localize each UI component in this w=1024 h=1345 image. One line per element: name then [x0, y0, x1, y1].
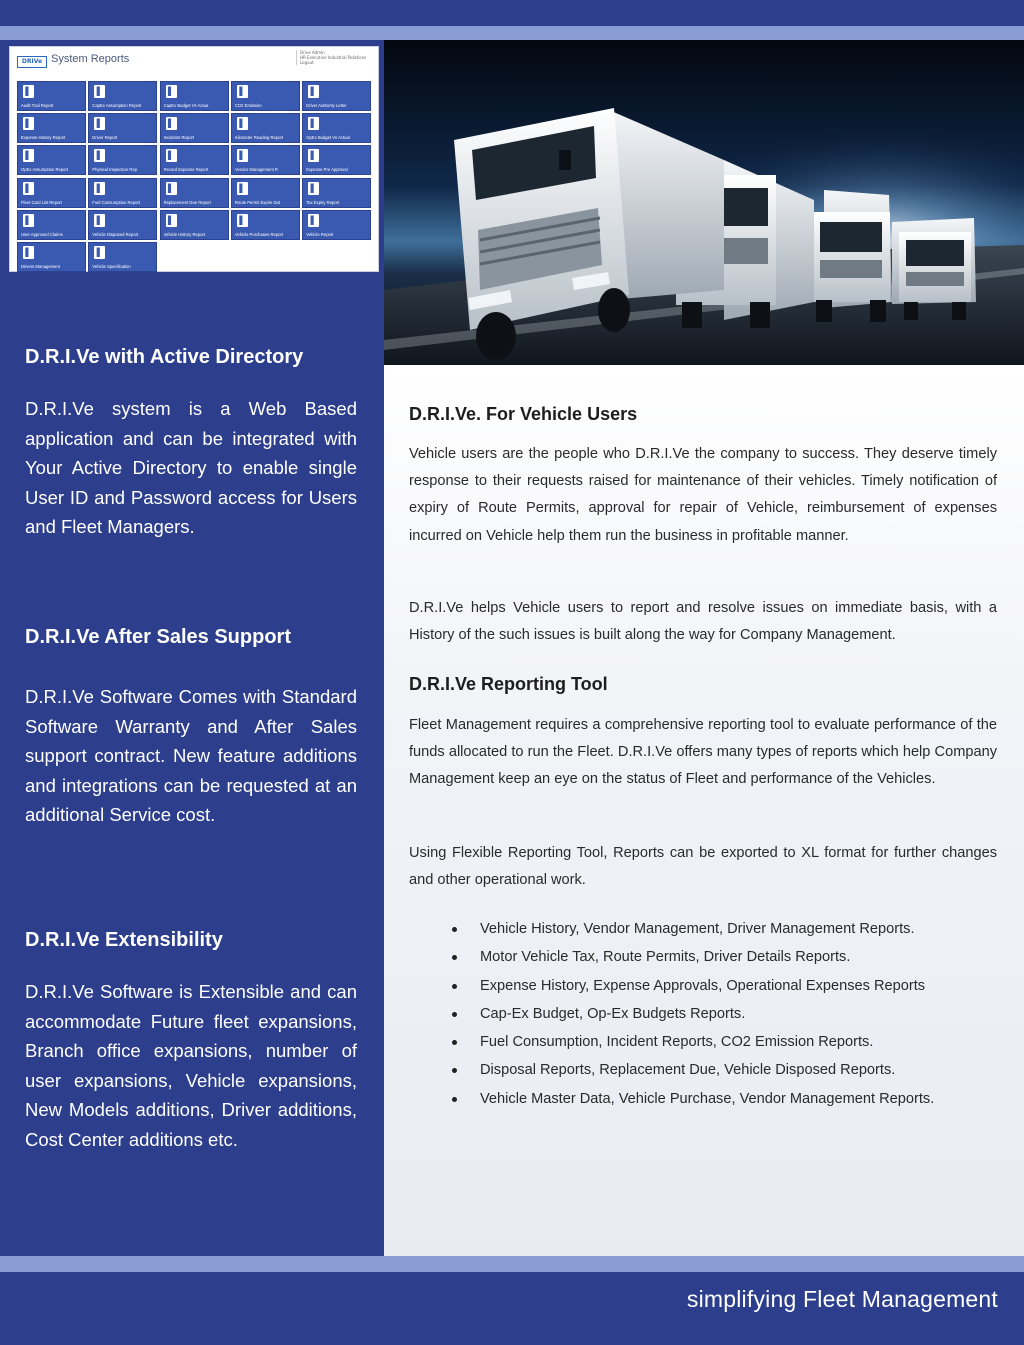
list-item: Disposal Reports, Replacement Due, Vehicle Disposed Reports. — [452, 1056, 934, 1084]
report-tile[interactable] — [17, 145, 86, 175]
right-heading-reporting-tool: D.R.I.Ve Reporting Tool — [409, 674, 608, 694]
report-tile-label: Vehicle Purchases Report — [234, 231, 284, 237]
report-tile-label: Vendor Management R — [234, 167, 278, 173]
report-tile-label: CO2 Emission — [234, 103, 262, 108]
report-tile-label: Expense History Report — [21, 135, 66, 141]
report-tile[interactable] — [231, 178, 300, 208]
report-icon: ▌ — [237, 149, 248, 162]
report-tile-label: Drivers Management — [21, 264, 60, 269]
report-tile[interactable] — [17, 178, 86, 208]
bullet-icon — [452, 984, 457, 989]
report-tile[interactable] — [88, 242, 157, 272]
report-tile[interactable] — [88, 145, 157, 175]
list-item: Vehicle History, Vendor Management, Driver Management Reports. — [452, 915, 934, 943]
report-icon: ▌ — [23, 117, 34, 130]
bullet-icon — [452, 1068, 457, 1073]
trucks-photo — [384, 40, 1024, 365]
report-icon: ▌ — [308, 182, 319, 195]
list-item: Cap-Ex Budget, Op-Ex Budgets Reports. — [452, 1000, 934, 1028]
screenshot-title: System Reports — [51, 53, 130, 65]
report-tile[interactable] — [160, 178, 229, 208]
report-tile-label: Vehicle Disposed Report — [92, 231, 139, 237]
report-tile-label: OpEx Budget Vs Actual — [306, 135, 350, 141]
report-tile[interactable] — [17, 113, 86, 143]
bullet-icon — [452, 1040, 457, 1045]
report-tile-label: Vehicle History Report — [163, 231, 206, 237]
report-icon: ▌ — [94, 117, 105, 130]
report-tile-label: Physical Inspection Rep — [92, 167, 137, 173]
report-tile[interactable] — [302, 145, 371, 175]
report-icon: ▌ — [237, 214, 248, 227]
report-tile[interactable] — [302, 210, 371, 240]
report-tile[interactable] — [160, 145, 229, 175]
report-icon: ▌ — [23, 182, 34, 195]
right-paragraph-export: Using Flexible Reporting Tool, Reports can be exported to XL format for further changes and other operational work. — [409, 845, 997, 889]
left-heading-extensibility: D.R.I.Ve Extensibility — [25, 929, 223, 951]
report-icon: ▌ — [94, 149, 105, 162]
report-types-list — [452, 915, 934, 1113]
report-tile[interactable] — [88, 81, 157, 111]
report-tile-label: Incidents Report — [163, 135, 195, 141]
bullet-icon — [452, 927, 457, 932]
right-paragraph-vehicle-users: Vehicle users are the people who D.R.I.Ve the company to success. They deserve timely response to their requests raised for maintenance of their vehicles. Timely notification of expiry of Route Permits, approval for repair of Vehicle, reimbursement of expenses incurred on Vehicle help them run the business in profitable manner. — [409, 446, 997, 544]
report-icon: ▌ — [166, 149, 177, 162]
report-icon: ▌ — [308, 149, 319, 162]
report-icon: ▌ — [237, 85, 248, 98]
report-icon: ▌ — [94, 182, 105, 195]
report-icon: ▌ — [23, 214, 34, 227]
report-tile-label: Fleet Card List Report — [21, 199, 62, 205]
report-tile[interactable] — [88, 113, 157, 143]
report-tile[interactable] — [17, 81, 86, 111]
report-tile[interactable] — [17, 210, 86, 240]
report-tile[interactable] — [231, 210, 300, 240]
right-heading-vehicle-users: D.R.I.Ve. For Vehicle Users — [409, 404, 638, 424]
report-icon: ▌ — [308, 117, 319, 130]
report-icon: ▌ — [166, 214, 177, 227]
top-banner — [0, 0, 1024, 26]
report-tile[interactable] — [302, 81, 371, 111]
report-icon: ▌ — [23, 149, 34, 162]
report-tile-label: Fuel Consumption Report — [92, 199, 141, 205]
report-icon: ▌ — [237, 117, 248, 130]
report-tile[interactable] — [160, 81, 229, 111]
left-heading-active-directory: D.R.I.Ve with Active Directory — [25, 346, 304, 368]
left-heading-after-sales: D.R.I.Ve After Sales Support — [25, 626, 291, 648]
report-tile-label: Tax Expiry Report — [306, 199, 340, 205]
report-icon: ▌ — [308, 214, 319, 227]
report-tile[interactable] — [160, 113, 229, 143]
report-tile[interactable] — [302, 178, 371, 208]
screenshot-user-info — [296, 50, 372, 65]
report-icon: ▌ — [94, 214, 105, 227]
report-tile[interactable] — [302, 113, 371, 143]
report-tile-label: Route Permit Expire Dat — [234, 199, 281, 205]
right-paragraph-issue-history: D.R.I.Ve helps Vehicle users to report and resolve issues on immediate basis, with a History of the such issues is built along the way for Company Management. — [409, 600, 997, 644]
report-icon: ▌ — [94, 85, 105, 98]
report-icon: ▌ — [166, 182, 177, 195]
top-stripe — [0, 26, 1024, 40]
bottom-stripe — [0, 1256, 1024, 1272]
bullet-icon — [452, 1097, 457, 1102]
report-icon: ▌ — [23, 246, 34, 259]
report-tile-label: CapEx Assumption Report — [92, 103, 142, 108]
screenshot-header — [10, 47, 378, 77]
list-item: Motor Vehicle Tax, Route Permits, Driver Details Reports. — [452, 943, 934, 971]
report-icon: ▌ — [308, 85, 319, 98]
report-tile-label: OpEx Assumption Report — [21, 167, 69, 173]
report-tile-label: Driver Report — [92, 135, 118, 141]
report-icon: ▌ — [237, 182, 248, 195]
list-item: Vehicle Master Data, Vehicle Purchase, Vendor Management Reports. — [452, 1085, 934, 1113]
user-name: Drive Admin — [300, 50, 325, 55]
report-icon: ▌ — [94, 246, 105, 259]
report-tile-label: Record Expense Report — [163, 167, 209, 173]
footer-tagline: simplifying Fleet Management — [686, 1286, 998, 1312]
report-icon: ▌ — [23, 85, 34, 98]
left-paragraph-active-directory: D.R.I.Ve system is a Web Based application and can be integrated with Your Active Directory to enable single User ID and Password access for Users and Fleet Managers. — [25, 398, 357, 537]
report-tile[interactable] — [88, 210, 157, 240]
left-paragraph-extensibility: D.R.I.Ve Software is Extensible and can accommodate Future fleet expansions, Branch office expansions, number of user expansions, Vehicle expansions, New Models additions, Driver additions, Cost Center additions etc. — [25, 981, 357, 1150]
report-icon: ▌ — [166, 117, 177, 130]
logout-link[interactable]: Logout — [300, 60, 314, 65]
report-tile[interactable] — [231, 113, 300, 143]
system-reports-screenshot — [9, 46, 379, 272]
report-tile[interactable] — [231, 145, 300, 175]
report-tile-label: Vehicle Report — [306, 231, 334, 237]
report-tile-label: Driver Authority Letter — [306, 103, 347, 108]
user-role: HR Executive Industrial Relations — [300, 55, 367, 60]
list-item: Fuel Consumption, Incident Reports, CO2 Emission Reports. — [452, 1028, 934, 1056]
bullet-icon — [452, 1012, 457, 1017]
report-tile-label: Audit Trail Report — [21, 103, 54, 108]
left-paragraph-after-sales: D.R.I.Ve Software Comes with Standard Software Warranty and After Sales support contract. New feature additions and integrations can be requested at an additional Service cost. — [25, 686, 357, 825]
report-tile-label: Kilometer Reading Report — [234, 135, 284, 141]
report-tile[interactable] — [88, 178, 157, 208]
report-tile-label: User Approved Claims — [21, 231, 63, 237]
right-paragraph-reporting-tool: Fleet Management requires a comprehensive reporting tool to evaluate performance of the funds allocated to run the Fleet. D.R.I.Ve offers many types of reports which help Company Management keep an eye on the status of Fleet and performance of the Vehicles. — [409, 717, 997, 788]
report-tile-label: CapEx Budget Vs Actua — [163, 103, 209, 108]
report-tile[interactable] — [17, 242, 86, 272]
report-icon: ▌ — [166, 85, 177, 98]
trucks-illustration — [384, 40, 1024, 365]
report-tile-label: Replacement Due Report — [163, 199, 211, 205]
report-tile[interactable] — [231, 81, 300, 111]
bullet-icon — [452, 955, 457, 960]
report-tile-label: Vehicle Specification — [92, 264, 131, 269]
list-item: Expense History, Expense Approvals, Operational Expenses Reports — [452, 972, 934, 1000]
report-tile-label: Expense Pre Approval — [306, 167, 348, 173]
drive-logo: DRIVe — [17, 56, 47, 68]
report-tile[interactable] — [160, 210, 229, 240]
